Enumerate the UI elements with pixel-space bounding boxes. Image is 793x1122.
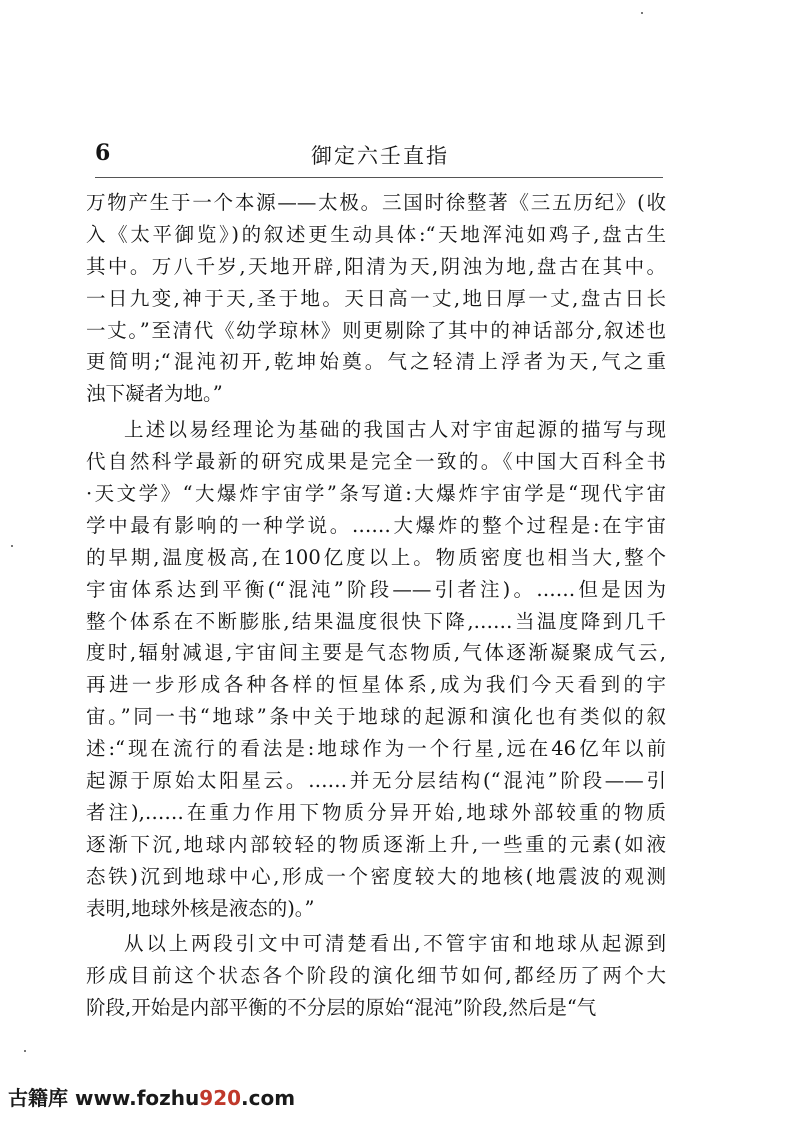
text-line: 述:“现在流行的看法是:地球作为一个行星,远在46亿年以前 [86,737,666,761]
watermark-footer [8,1082,295,1111]
text-line: 万物产生于一个本源——太极。三国时徐整著《三五历纪》(收 [86,191,666,214]
text-line: 上述以易经理论为基础的我国古人对宇宙起源的描写与现 [124,418,666,442]
text-line: 浊下凝者为地。” [86,382,223,406]
body-text [86,187,666,1024]
text-line: 阶段,开始是内部平衡的不分层的原始“混沌”阶段,然后是“气 [86,996,597,1020]
site-url [75,1086,295,1110]
paragraph [86,928,666,1024]
text-line: 一丈。”至清代《幼学琼林》则更剔除了其中的神话部分,叙述也 [86,318,666,342]
paragraph [86,414,666,924]
text-line: 宇宙体系达到平衡(“混沌”阶段——引者注)。……但是因为 [86,577,666,601]
text-line: 度时,辐射减退,宇宙间主要是气态物质,气体逐渐凝聚成气云, [86,641,666,665]
text-line: 其中。万八千岁,天地开辟,阳清为天,阴浊为地,盘古在其中。 [86,254,666,278]
text-line: 起源于原始太阳星云。……并无分层结构(“混沌”阶段——引 [86,769,666,793]
text-line: 态铁)沉到地球中心,形成一个密度较大的地核(地震波的观测 [86,864,666,888]
url-prefix: www.fozhu [74,1086,200,1110]
text-line: 的早期,温度极高,在100亿度以上。物质密度也相当大,整个 [86,545,666,569]
text-line: 逐渐下沉,地球内部较轻的物质逐渐上升,一些重的元素(如液 [86,832,666,856]
text-line: 形成目前这个状态各个阶段的演化细节如何,都经历了两个大 [86,964,666,988]
header-rule [95,177,663,178]
text-line: 更简明;“混沌初开,乾坤始奠。气之轻清上浮者为天,气之重 [86,350,666,374]
text-line: 代自然科学最新的研究成果是完全一致的。《中国大百科全书 [86,450,666,474]
scan-speck [24,1050,26,1052]
text-line: 宙。”同一书“地球”条中关于地球的起源和演化也有类似的叙 [86,705,666,729]
page-header [95,140,665,174]
running-title: 御定六壬直指 [311,144,449,168]
scan-speck [11,545,13,547]
text-line: 再进一步形成各种各样的恒星体系,成为我们今天看到的宇 [86,673,666,697]
text-line: 整个体系在不断膨胀,结果温度很快下降,……当温度降到几千 [86,609,666,633]
text-line: 入《太平御览》)的叙述更生动具体:“天地浑沌如鸡子,盘古生 [86,222,666,246]
site-label: 古籍库 [8,1086,68,1110]
text-line: 学中最有影响的一种学说。……大爆炸的整个过程是:在宇宙 [86,513,666,537]
page-number: 6 [95,140,111,166]
text-line: 表明,地球外核是液态的)。” [86,896,315,920]
text-line: 者注),……在重力作用下物质分异开始,地球外部较重的物质 [86,800,666,824]
scan-speck [641,12,643,14]
url-number: 920 [199,1086,242,1110]
text-line: 一日九变,神于天,圣于地。天日高一丈,地日厚一丈,盘古日长 [86,286,666,310]
text-line: 从以上两段引文中可清楚看出,不管宇宙和地球从起源到 [124,932,666,956]
paragraph [86,187,666,410]
text-line: ·天文学》“大爆炸宇宙学”条写道:大爆炸宇宙学是“现代宇宙 [86,482,666,506]
url-suffix: .com [241,1086,296,1110]
